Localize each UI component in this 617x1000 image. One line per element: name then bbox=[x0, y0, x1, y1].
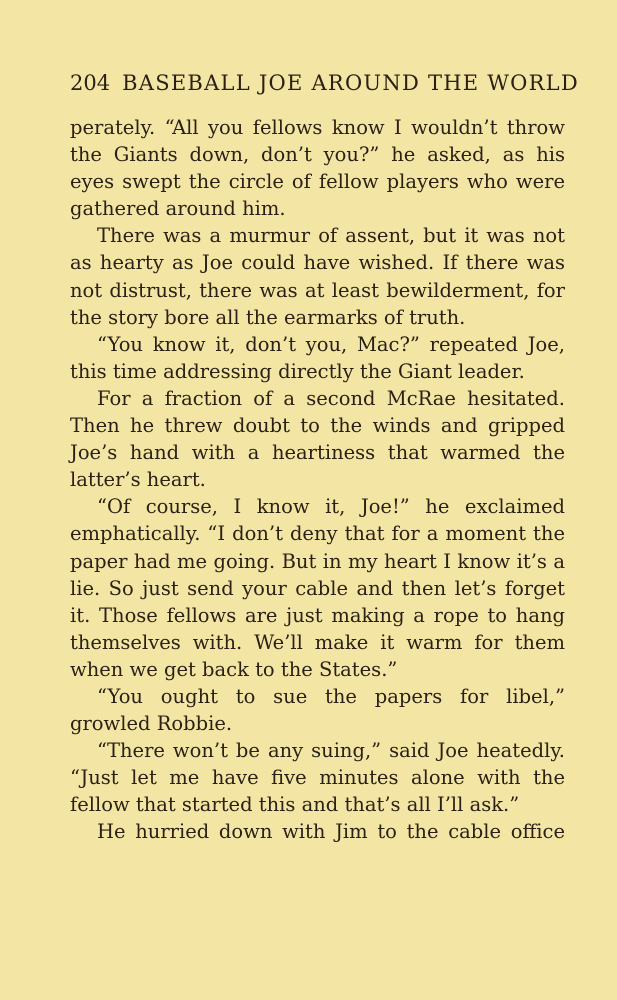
paragraph: “There won’t be any suing,” said Joe heatedly. “Just let me have five minutes alone with the fellow that started this and that’s all I’ll ask.” bbox=[70, 739, 565, 817]
paragraph: For a fraction of a second McRae hesitated. Then he threw doubt to the winds and gripped Joe’s hand with a heartiness that warmed the latter’s heart. bbox=[70, 386, 565, 492]
paragraph: “You ought to sue the papers for libel,” growled Robbie. bbox=[70, 684, 565, 736]
paragraph: He hurried down with Jim to the cable office bbox=[97, 820, 565, 844]
page-number: 204 bbox=[70, 71, 111, 95]
paragraph: perately. “All you fellows know I wouldn’t throw the Giants down, don’t you?” he asked, as his eyes swept the circle of fellow players who were gathered around him. bbox=[70, 116, 565, 221]
paragraph: “Of course, I know it, Joe!” he exclaimed emphatically. “I don’t deny that for a moment the paper had me going. But in my heart I know it’s a lie. So just send your cable and then let’s forget it. Those fellows are just making a rope to hang themselves with. We’ll make it warm for them when we get back to the States.” bbox=[70, 495, 565, 681]
running-head bbox=[70, 68, 579, 98]
paragraph: “You know it, don’t you, Mac?” repeated Joe, this time addressing directly the Giant leader. bbox=[70, 332, 565, 383]
book-title: BASEBALL JOE AROUND THE WORLD bbox=[122, 71, 579, 95]
body-text bbox=[70, 114, 565, 846]
paragraph: There was a murmur of assent, but it was not as hearty as Joe could have wished. If there was not distrust, there was at least bewilderment, for the story bore all the earmarks of truth. bbox=[70, 224, 565, 329]
